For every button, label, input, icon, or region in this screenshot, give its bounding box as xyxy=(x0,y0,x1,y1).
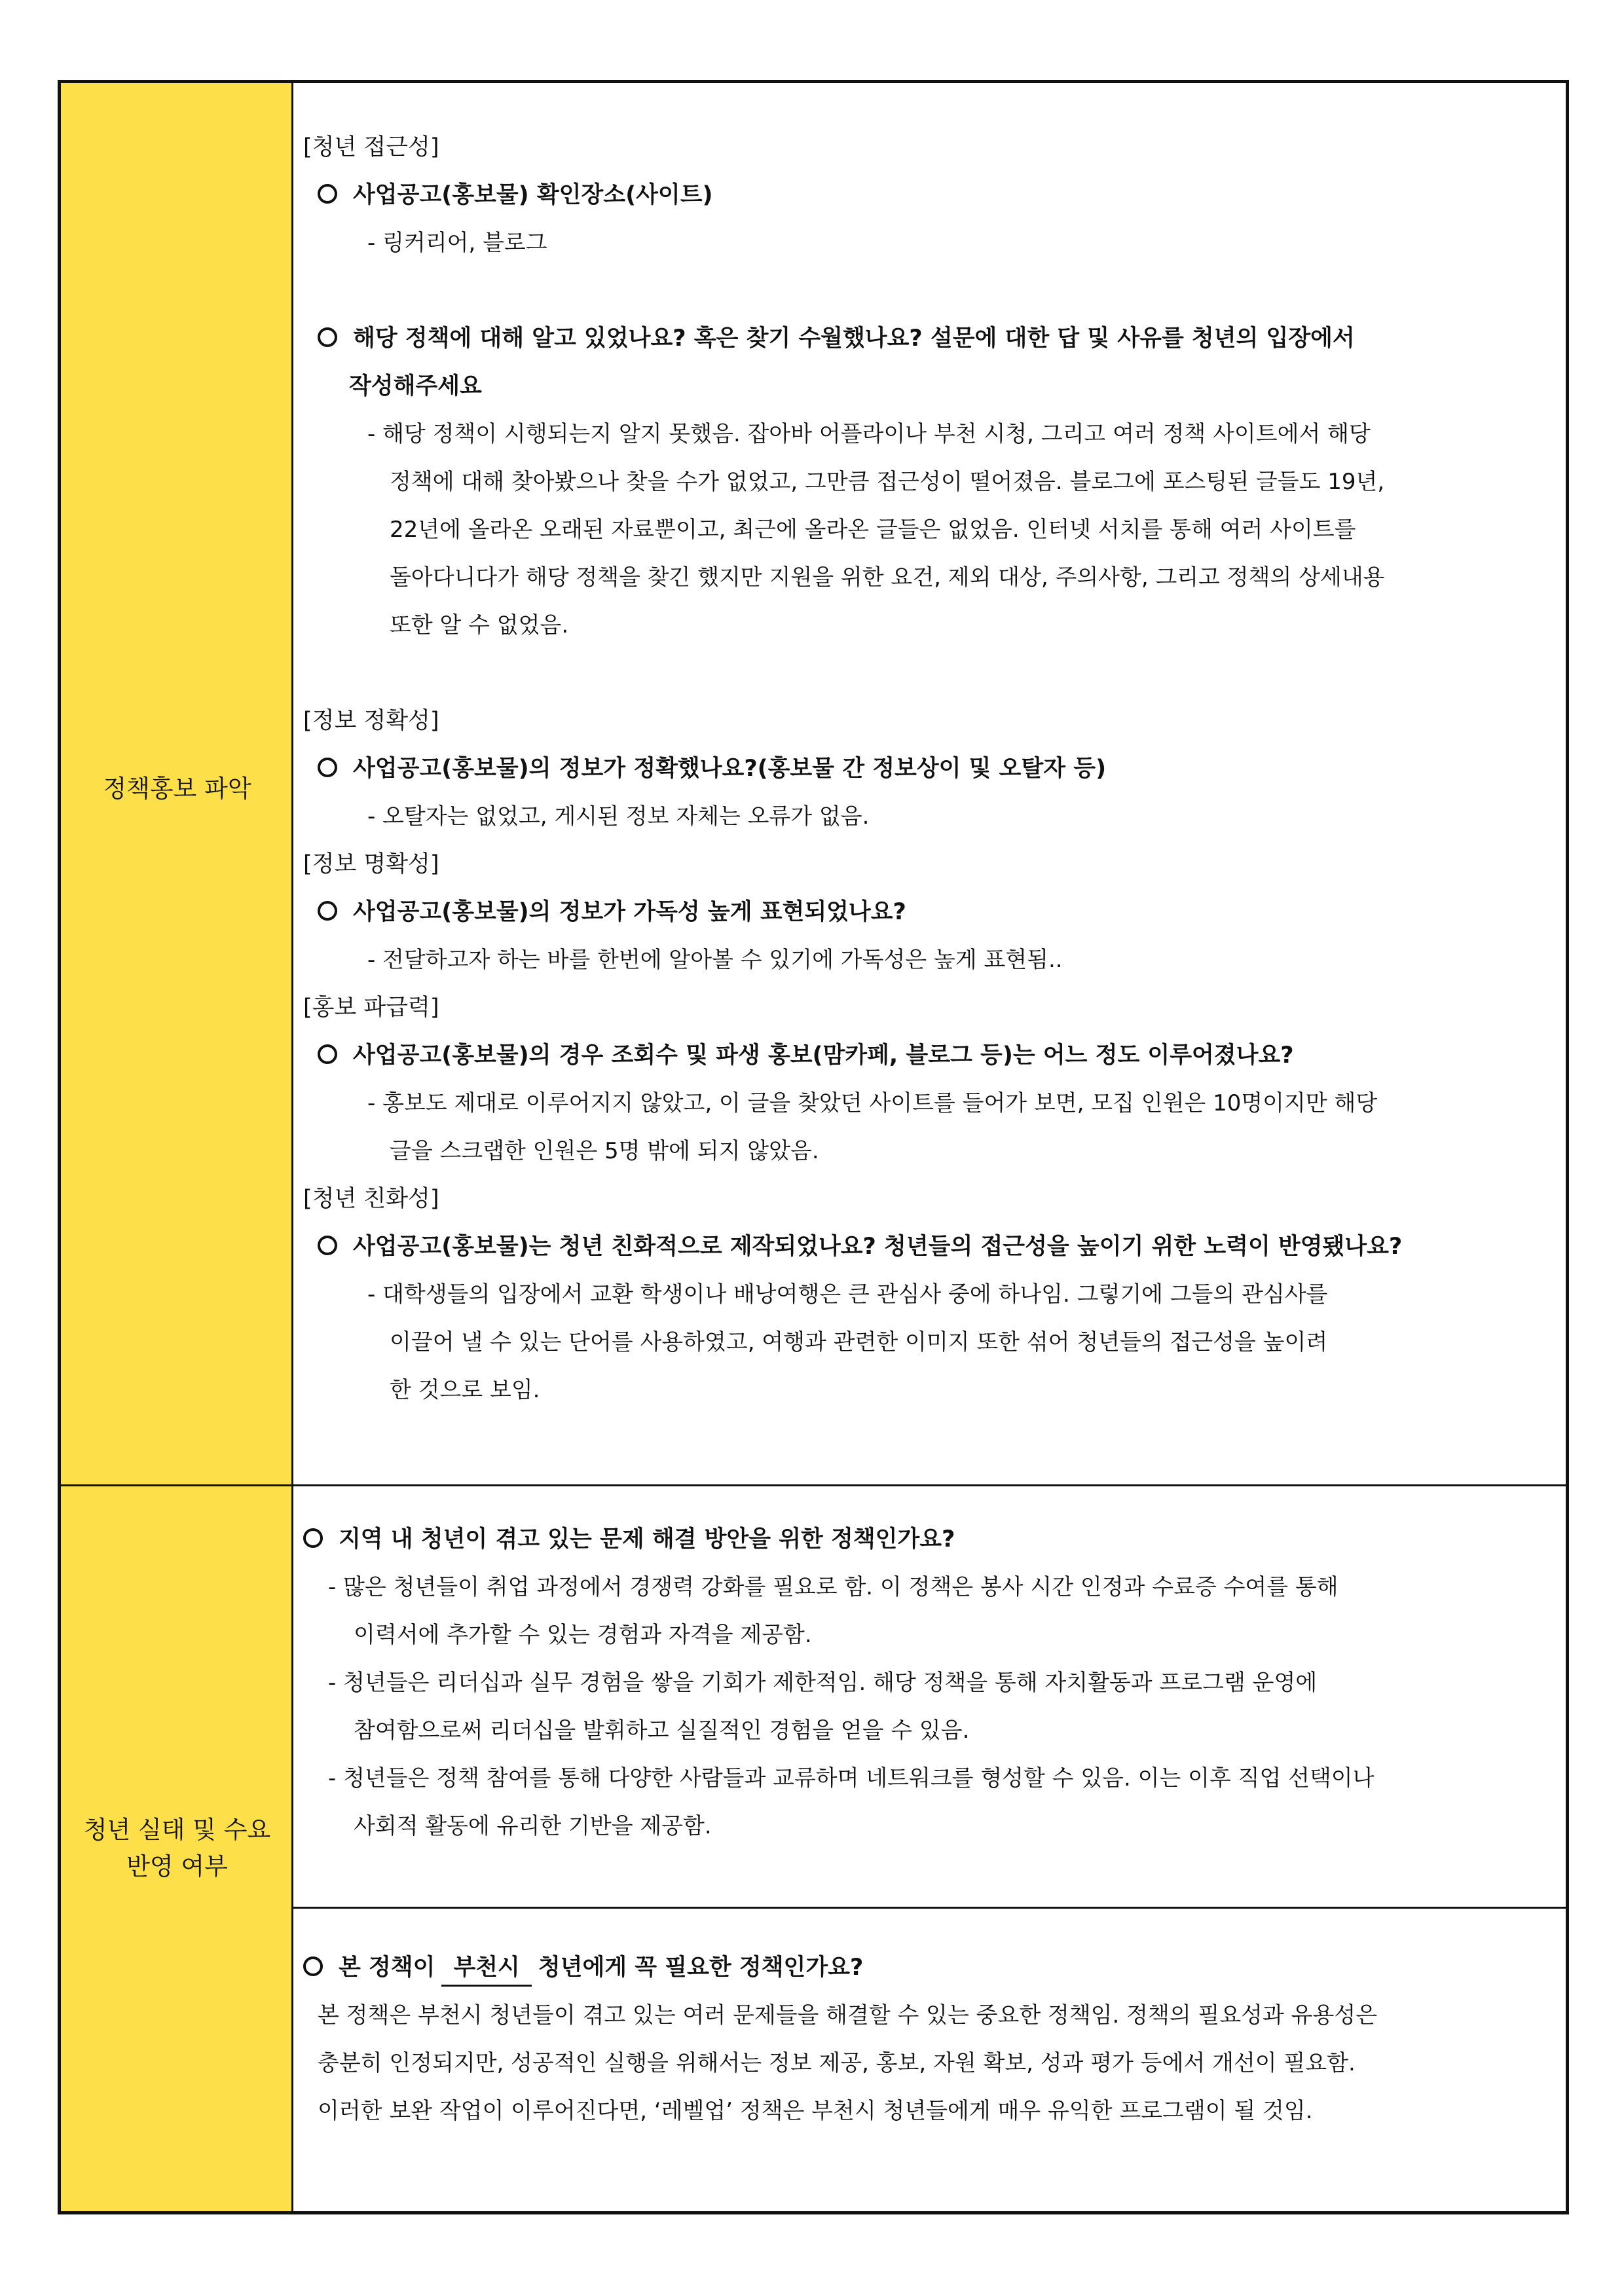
answer-line: - 홍보도 제대로 이루어지지 않았고, 이 글을 찾았던 사이트를 들어가 보면, 모집 인원은 10명이지만 해당 xyxy=(367,1090,1378,1116)
question-line xyxy=(303,889,1546,936)
category-heading: [정보 명확성] xyxy=(303,851,439,877)
circle-bullet-icon xyxy=(303,1528,323,1548)
label-column xyxy=(61,83,293,2211)
question-line xyxy=(303,745,1546,793)
question-text: 사업공고(홍보물)의 정보가 가독성 높게 표현되었나요? xyxy=(353,899,906,925)
answer-line: 한 것으로 보임. xyxy=(390,1377,540,1403)
spacer xyxy=(303,267,1546,315)
answer-line: 작성해주세요 xyxy=(349,373,482,399)
section1-content xyxy=(303,124,1546,1414)
spacer xyxy=(303,650,1546,697)
evaluation-table xyxy=(58,80,1569,2214)
answer-line: 이러한 보완 작업이 이루어진다면, ‘레벨업’ 정책은 부천시 청년들에게 매우 유익한 프로그램이 될 것임. xyxy=(318,2098,1313,2124)
answer-line: 또한 알 수 없었음. xyxy=(390,612,569,638)
section-label-line: 반영 여부 xyxy=(126,1852,228,1881)
question-text: 사업공고(홍보물) 확인장소(사이트) xyxy=(353,182,713,208)
answer-line: - 많은 청년들이 취업 과정에서 경쟁력 강화를 필요로 함. 이 정책은 봉사 시간 인정과 수료증 수여를 통해 xyxy=(328,1574,1338,1600)
question-text: 해당 정책에 대해 알고 있었나요? 혹은 찾기 수월했나요? 설문에 대한 답 및 사유를 청년의 입장에서 xyxy=(353,325,1355,352)
answer-line: - 오탈자는 없었고, 게시된 정보 자체는 오류가 없음. xyxy=(367,803,870,830)
category-heading: [홍보 파급력] xyxy=(303,995,439,1021)
section2-content-necessity xyxy=(303,1944,1546,2135)
section-label-youth-needs xyxy=(61,1812,293,1885)
answer-line: 이력서에 추가할 수 있는 경험과 자격을 제공함. xyxy=(354,1622,812,1648)
question-text: 사업공고(홍보물)는 청년 친화적으로 제작되었나요? 청년들의 접근성을 높이기 위한 노력이 반영됐나요? xyxy=(353,1234,1403,1260)
section-label-policy-promotion: 정책홍보 파악 xyxy=(103,775,251,803)
answer-line: 사회적 활동에 유리한 기반을 제공함. xyxy=(354,1813,712,1839)
answer-line: 돌아다니다가 해당 정책을 찾긴 했지만 지원을 위한 요건, 제외 대상, 주의사항, 그리고 정책의 상세내용 xyxy=(390,564,1385,591)
question-line xyxy=(303,1032,1546,1080)
question-text: 지역 내 청년이 겪고 있는 문제 해결 방안을 위한 정책인가요? xyxy=(339,1526,955,1552)
answer-line: 참여함으로써 리더십을 발휘하고 실질적인 경험을 얻을 수 있음. xyxy=(354,1717,970,1744)
question-line xyxy=(303,315,1546,363)
question-line xyxy=(303,1516,1546,1564)
category-heading: [정보 정확성] xyxy=(303,708,439,734)
answer-line: - 대학생들의 입장에서 교환 학생이나 배낭여행은 큰 관심사 중에 하나임. 그렇기에 그들의 관심사를 xyxy=(367,1281,1328,1308)
answer-line: - 청년들은 리더십과 실무 경험을 쌓을 기회가 제한적임. 해당 정책을 통해 자치활동과 프로그램 운영에 xyxy=(328,1670,1318,1696)
answer-line: - 해당 정책이 시행되는지 알지 못했음. 잡아바 어플라이나 부천 시청, 그리고 여러 정책 사이트에서 해당 xyxy=(367,421,1371,447)
circle-bullet-icon xyxy=(318,901,337,921)
circle-bullet-icon xyxy=(303,1956,323,1976)
category-heading: [청년 접근성] xyxy=(303,134,439,160)
circle-bullet-icon xyxy=(318,184,337,204)
answer-line: 정책에 대해 찾아봤으나 찾을 수가 없었고, 그만큼 접근성이 떨어졌음. 블로그에 포스팅된 글들도 19년, xyxy=(390,469,1385,495)
circle-bullet-icon xyxy=(318,327,337,347)
category-heading: [청년 친화성] xyxy=(303,1186,439,1212)
question-line xyxy=(303,1944,1546,1992)
question-text: 사업공고(홍보물)의 경우 조회수 및 파생 홍보(맘카페, 블로그 등)는 어느 정도 이루어졌나요? xyxy=(353,1042,1294,1069)
answer-line: 충분히 인정되지만, 성공적인 실행을 위해서는 정보 제공, 홍보, 자원 확보, 성과 평가 등에서 개선이 필요함. xyxy=(318,2050,1356,2076)
question-line xyxy=(303,1223,1546,1271)
answer-line: - 청년들은 정책 참여를 통해 다양한 사람들과 교류하며 네트워크를 형성할 수 있음. 이는 이후 직업 선택이나 xyxy=(328,1765,1375,1791)
answer-line: 이끌어 낼 수 있는 단어를 사용하였고, 여행과 관련한 이미지 또한 섞어 청년들의 접근성을 높이려 xyxy=(390,1329,1328,1355)
answer-line: - 전달하고자 하는 바를 한번에 알아볼 수 있기에 가독성은 높게 표현됨.. xyxy=(367,947,1063,973)
fill-in-blank: 부천시 xyxy=(441,1951,531,1987)
section2-content-needs xyxy=(303,1516,1546,1850)
answer-line: 글을 스크랩한 인원은 5명 밖에 되지 않았음. xyxy=(390,1138,819,1164)
circle-bullet-icon xyxy=(318,1236,337,1255)
question-suffix: 청년에게 꼭 필요한 정책인가요? xyxy=(538,1955,864,1981)
circle-bullet-icon xyxy=(318,758,337,777)
answer-line: 본 정책은 부천시 청년들이 겪고 있는 여러 문제들을 해결할 수 있는 중요한 정책임. 정책의 필요성과 유용성은 xyxy=(318,2002,1378,2029)
question-text: 사업공고(홍보물)의 정보가 정확했나요?(홍보물 간 정보상이 및 오탈자 등) xyxy=(353,756,1107,782)
subrow-divider xyxy=(293,1907,1566,1909)
answer-line: 22년에 올라온 오래된 자료뿐이고, 최근에 올라온 글들은 없었음. 인터넷 서치를 통해 여러 사이트를 xyxy=(390,517,1356,543)
circle-bullet-icon xyxy=(318,1044,337,1064)
question-line xyxy=(303,172,1546,219)
row-divider xyxy=(61,1484,1566,1486)
answer-line: - 링커리어, 블로그 xyxy=(367,230,547,256)
section-label-line: 청년 실태 및 수요 xyxy=(83,1816,271,1844)
question-prefix: 본 정책이 xyxy=(339,1955,435,1981)
